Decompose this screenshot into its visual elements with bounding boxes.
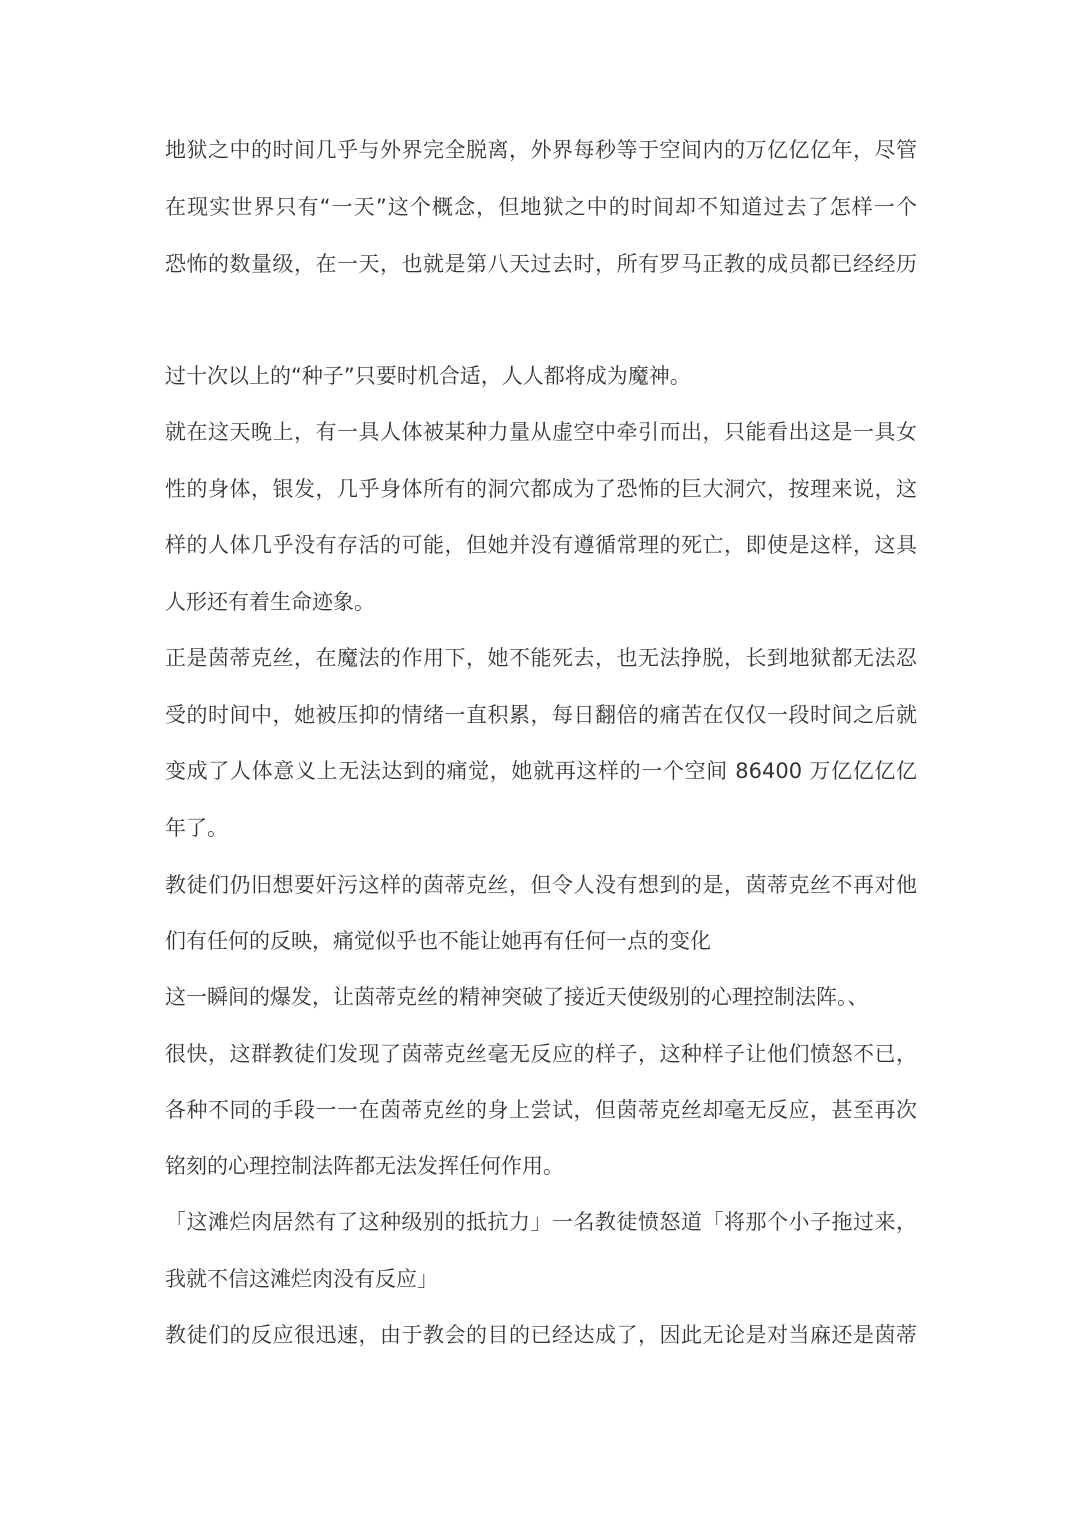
text-line: 各种不同的手段一一在茵蒂克丝的身上尝试，但茵蒂克丝却毫无反应，甚至再次 (165, 1098, 917, 1122)
text-line: 人形还有着生命迹象。 (165, 590, 375, 614)
text-line: 「这滩烂肉居然有了这种级别的抵抗力」一名教徒愤怒道「将那个小子拖过来， (165, 1210, 917, 1234)
text-line: 教徒们的反应很迅速，由于教会的目的已经达成了，因此无论是对当麻还是茵蒂 (165, 1323, 917, 1347)
text-line: 性的身体，银发，几乎身体所有的洞穴都成为了恐怖的巨大洞穴，按理来说，这 (165, 477, 917, 501)
text-line: 我就不信这滩烂肉没有反应」 (165, 1267, 438, 1291)
text-line: 很快，这群教徒们发现了茵蒂克丝毫无反应的样子，这种样子让他们愤怒不已， (165, 1042, 917, 1066)
text-line: 过十次以上的“种子”只要时机合适，人人都将成为魔神。 (165, 364, 691, 388)
text-line: 恐怖的数量级，在一天，也就是第八天过去时，所有罗马正教的成员都已经经历 (165, 252, 917, 276)
text-line: 教徒们仍旧想要奸污这样的茵蒂克丝，但令人没有想到的是，茵蒂克丝不再对他 (165, 873, 917, 897)
text-line: 们有任何的反映，痛觉似乎也不能让她再有任何一点的变化 (165, 929, 711, 953)
text-line: 变成了人体意义上无法达到的痛觉，她就再这样的一个空间 86400 万亿亿亿亿 (165, 759, 917, 783)
text-line: 地狱之中的时间几乎与外界完全脱离，外界每秒等于空间内的万亿亿亿年，尽管 (165, 138, 917, 162)
text-line: 铭刻的心理控制法阵都无法发挥任何作用。 (165, 1154, 564, 1178)
text-line: 受的时间中，她被压抑的情绪一直积累，每日翻倍的痛苦在仅仅一段时间之后就 (165, 703, 917, 727)
text-line: 年了。 (165, 816, 228, 840)
text-line: 这一瞬间的爆发，让茵蒂克丝的精神突破了接近天使级别的心理控制法阵。、 (165, 985, 869, 1009)
text-line: 在现实世界只有“一天”这个概念，但地狱之中的时间却不知道过去了怎样一个 (165, 195, 917, 219)
text-line: 样的人体几乎没有存活的可能，但她并没有遵循常理的死亡，即使是这样，这具 (165, 533, 917, 557)
text-line: 正是茵蒂克丝，在魔法的作用下，她不能死去，也无法挣脱，长到地狱都无法忍 (165, 646, 917, 670)
text-line: 就在这天晚上，有一具人体被某种力量从虚空中牵引而出，只能看出这是一具女 (165, 420, 917, 444)
